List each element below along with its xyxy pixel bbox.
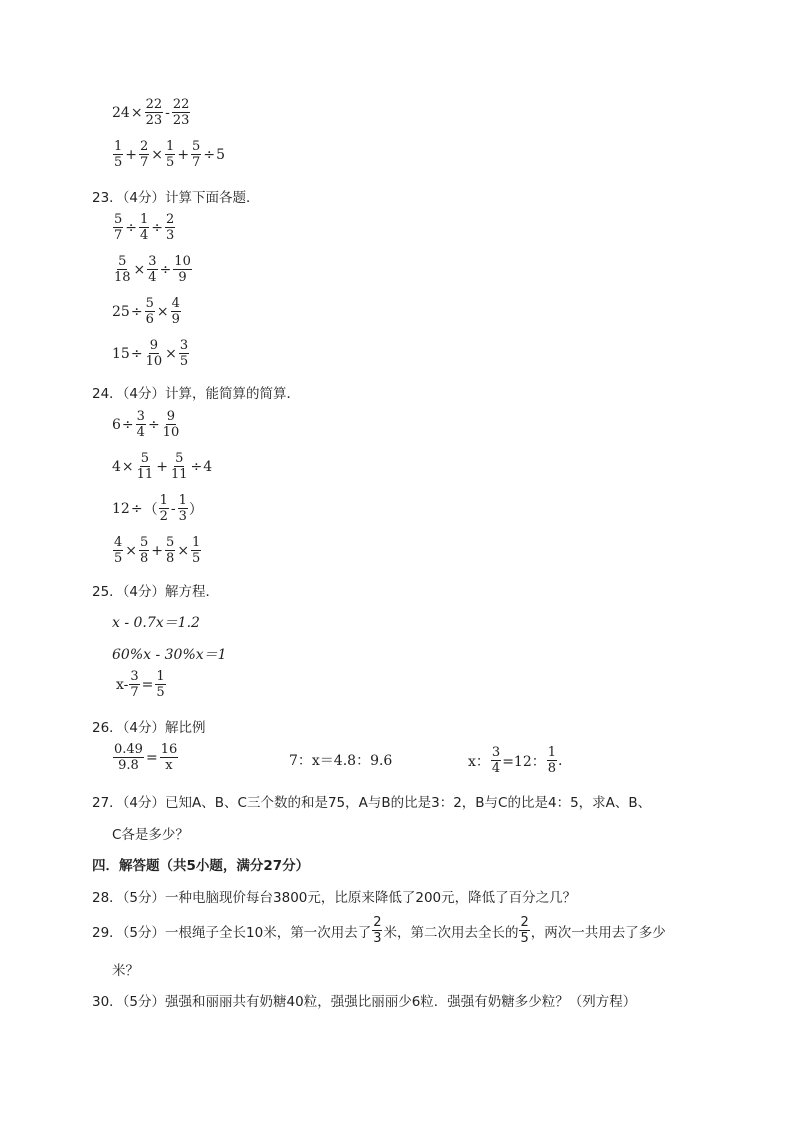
fraction — [136, 452, 155, 481]
denominator: 3 — [178, 509, 187, 524]
numerator: 2 — [166, 212, 175, 227]
denominator: 7 — [130, 685, 139, 700]
denominator: 3 — [373, 931, 382, 946]
text-segment: 29．（5分）一根绳子全长10米，第一次用去了 — [92, 924, 372, 941]
fraction — [145, 339, 164, 368]
denominator: 9 — [178, 270, 187, 285]
operator: × — [121, 458, 134, 475]
fraction — [113, 140, 123, 169]
fraction — [165, 213, 175, 242]
denominator: 8 — [166, 551, 175, 566]
numerator: 5 — [140, 451, 150, 466]
numerator: 3 — [148, 254, 157, 269]
operator: × — [125, 542, 138, 559]
numerator: 5 — [192, 139, 201, 154]
operator: ÷ — [151, 219, 164, 236]
operator: × — [165, 345, 177, 362]
fraction — [547, 746, 557, 775]
fraction — [171, 297, 181, 326]
question-25-label: 25．（4分）解方程． — [92, 584, 220, 600]
question-29-text-line-1 — [92, 916, 666, 945]
operator: × — [151, 146, 164, 163]
denominator: 11 — [170, 467, 188, 482]
equals: = — [145, 749, 158, 766]
fraction — [165, 140, 175, 169]
numerator: 5 — [114, 212, 123, 227]
denominator: 23 — [145, 113, 163, 128]
q25-equation-3 — [116, 670, 167, 699]
fraction — [179, 339, 189, 368]
fraction — [159, 494, 169, 523]
fraction — [191, 140, 201, 169]
q22-expr-4 — [112, 140, 225, 169]
fraction — [172, 98, 191, 127]
operator: ÷ — [159, 261, 172, 278]
question-29-text-line-2: 米？ — [112, 963, 139, 979]
denominator: 4 — [148, 270, 157, 285]
section-4-heading: 四．解答题（共5小题，满分27分） — [92, 858, 310, 874]
operator: ÷ — [130, 303, 143, 320]
numerator: 9 — [166, 409, 176, 424]
numerator: 1 — [166, 139, 175, 154]
denominator: 4 — [140, 228, 149, 243]
denominator: 2 — [159, 509, 168, 524]
fraction — [113, 743, 144, 772]
fraction — [165, 536, 175, 565]
fraction — [173, 255, 192, 284]
operator: ÷ — [130, 500, 143, 517]
numerator: 5 — [166, 535, 175, 550]
question-27-text-line-1: 27．（4分）已知A、B、C三个数的和是75，A与B的比是3：2，B与C的比是4：5，求A、B、 — [92, 795, 652, 811]
question-26-label: 26．（4分）解比例 — [92, 720, 206, 736]
fraction — [145, 297, 155, 326]
denominator: 7 — [192, 155, 201, 170]
q23-expr-1 — [112, 213, 176, 242]
ratio-middle: =12： — [502, 753, 546, 770]
numerator: 16 — [160, 742, 178, 757]
numerator: 5 — [140, 535, 149, 550]
number: 15 — [112, 345, 130, 362]
q23-expr-3 — [112, 297, 182, 326]
denominator: 6 — [145, 312, 154, 327]
q23-expr-4 — [112, 339, 190, 368]
fraction — [162, 410, 181, 439]
denominator: 5 — [520, 931, 529, 946]
fraction — [191, 536, 201, 565]
numerator: 5 — [145, 296, 154, 311]
operator: × — [156, 303, 169, 320]
text-segment: ，两次一共用去了多少 — [530, 924, 666, 941]
denominator: 8 — [140, 551, 149, 566]
denominator: 5 — [166, 155, 175, 170]
number: 4 — [203, 458, 213, 475]
left-paren: （ — [143, 501, 158, 518]
numerator: 3 — [179, 338, 189, 353]
numerator: 1 — [159, 493, 168, 508]
denominator: 4 — [491, 761, 501, 776]
number: 25 — [112, 303, 130, 320]
fraction — [113, 536, 123, 565]
question-24-label: 24．（4分）计算，能简算的简算． — [92, 386, 301, 402]
denominator: 9.8 — [118, 758, 139, 773]
equals: = — [141, 676, 154, 693]
denominator: 10 — [145, 354, 163, 369]
q25-equation-1: x - 0.7x＝1.2 — [112, 615, 200, 631]
fraction — [519, 916, 529, 945]
q24-expr-1 — [112, 410, 181, 439]
denominator: 9 — [171, 312, 180, 327]
denominator: 7 — [114, 228, 123, 243]
denominator: 23 — [172, 113, 190, 128]
period: . — [558, 752, 563, 769]
operator: ÷ — [147, 416, 160, 433]
numerator: 3 — [491, 745, 501, 760]
numerator: 1 — [547, 745, 557, 760]
denominator: 5 — [179, 354, 189, 369]
operator: × — [133, 261, 146, 278]
q24-expr-3 — [112, 494, 203, 523]
numerator: 1 — [156, 669, 165, 684]
text-segment: 米，第二次用去全长的 — [383, 924, 519, 941]
fraction — [113, 255, 132, 284]
fraction — [147, 255, 157, 284]
operator: ÷ — [125, 219, 138, 236]
numerator: 4 — [171, 296, 180, 311]
numerator: 3 — [136, 409, 145, 424]
operator: ÷ — [121, 416, 134, 433]
q22-expr-3 — [112, 98, 191, 127]
variable: x： — [468, 753, 490, 770]
denominator: 5 — [114, 551, 123, 566]
q24-expr-2 — [112, 452, 212, 481]
numerator: 9 — [149, 338, 158, 353]
denominator: x — [165, 758, 173, 773]
operator: + — [156, 458, 168, 475]
q26-proportion-3 — [468, 746, 562, 775]
operator: + — [177, 146, 190, 163]
numerator: 5 — [118, 254, 127, 269]
numerator: 1 — [140, 212, 149, 227]
denominator: 10 — [162, 425, 180, 440]
denominator: 4 — [136, 425, 145, 440]
denominator: 8 — [547, 761, 557, 776]
q23-expr-2 — [112, 255, 193, 284]
fraction — [155, 670, 165, 699]
operator: ÷ — [190, 458, 203, 475]
operator: - — [170, 500, 176, 517]
denominator: 5 — [114, 155, 123, 170]
fraction — [491, 746, 501, 775]
denominator: 3 — [166, 228, 175, 243]
question-27-text-line-2: C各是多少？ — [112, 827, 189, 843]
question-30-text: 30．（5分）强强和丽丽共有奶糖40粒，强强比丽丽少6粒．强强有奶糖多少粒？（列方程） — [92, 994, 637, 1010]
number: 24 — [112, 104, 130, 121]
numerator: 4 — [114, 535, 123, 550]
fraction — [372, 916, 382, 945]
numerator: 1 — [192, 535, 201, 550]
fraction — [113, 213, 123, 242]
numerator: 22 — [145, 97, 163, 112]
question-28-text: 28．（5分）一种电脑现价每台3800元，比原来降低了200元，降低了百分之几？ — [92, 890, 577, 906]
numerator: 2 — [373, 915, 382, 930]
q25-equation-2: 60%x - 30%x＝1 — [112, 647, 227, 663]
numerator: 3 — [130, 669, 139, 684]
q26-proportion-1 — [112, 743, 179, 772]
denominator: 7 — [140, 155, 149, 170]
numerator: 1 — [178, 493, 187, 508]
fraction — [139, 140, 149, 169]
denominator: 5 — [192, 551, 201, 566]
operator: - — [165, 104, 170, 121]
fraction — [129, 670, 139, 699]
operator: + — [125, 146, 138, 163]
numerator: 0.49 — [114, 742, 143, 757]
fraction — [139, 213, 149, 242]
fraction — [178, 494, 188, 523]
fraction — [160, 743, 179, 772]
fraction — [139, 536, 149, 565]
denominator: 11 — [136, 467, 154, 482]
variable: x- — [116, 676, 129, 693]
fraction — [136, 410, 146, 439]
numerator: 5 — [175, 451, 184, 466]
question-23-label: 23．（4分）计算下面各题． — [92, 190, 260, 206]
q26-proportion-2: 7：x＝4.8：9.6 — [289, 753, 393, 769]
denominator: 18 — [114, 270, 131, 285]
number: 6 — [112, 416, 121, 433]
operator: + — [151, 542, 164, 559]
number: 4 — [112, 458, 121, 475]
q24-expr-4 — [112, 536, 202, 565]
operator: × — [130, 104, 143, 121]
number: 5 — [216, 146, 225, 163]
numerator: 10 — [174, 254, 191, 269]
fraction — [145, 98, 164, 127]
numerator: 22 — [172, 97, 190, 112]
fraction — [170, 452, 189, 481]
numerator: 2 — [140, 139, 149, 154]
operator: ÷ — [130, 345, 143, 362]
numerator: 2 — [520, 915, 529, 930]
operator: × — [177, 542, 190, 559]
operator: ÷ — [203, 146, 216, 163]
denominator: 5 — [156, 685, 165, 700]
right-paren: ） — [188, 501, 203, 518]
numerator: 1 — [114, 139, 123, 154]
number: 12 — [112, 500, 130, 517]
